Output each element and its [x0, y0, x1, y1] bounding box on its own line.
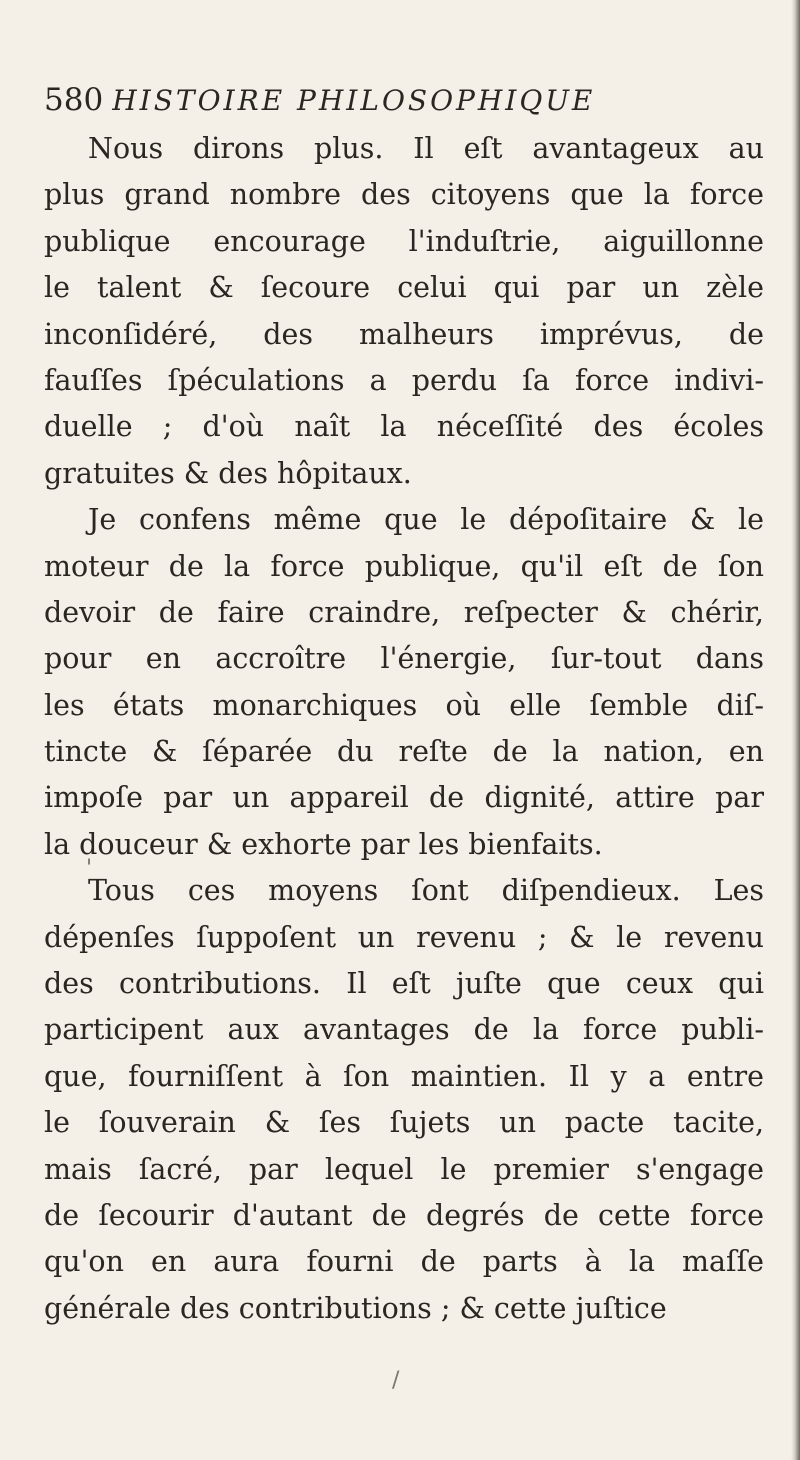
- text-line: inconſidéré, des malheurs imprévus, de: [44, 317, 764, 351]
- running-head-title: HISTOIRE PHILOSOPHIQUE: [112, 84, 596, 117]
- text-line: moteur de la force publique, qu'il eſt de ſon: [44, 549, 764, 583]
- text-line: Nous dirons plus. Il eſt avantageux au: [88, 132, 764, 165]
- text-line: plus grand nombre des citoyens que la force: [44, 178, 764, 212]
- text-line: le ſouverain & ſes ſujets un pacte tacite,: [44, 1106, 764, 1140]
- text-line: publique encourage l'induſtrie, aiguillonne: [44, 224, 764, 258]
- text-line: de ſecourir d'autant de degrés de cette force: [44, 1198, 764, 1232]
- text-line: la douceur & exhorte par les bienfaits.: [44, 827, 603, 861]
- running-head: [44, 82, 764, 128]
- text-line: que, fourniſſent à ſon maintien. Il y a entre: [44, 1059, 764, 1093]
- text-line: Je confens même que le dépoſitaire & le: [88, 503, 764, 537]
- text-line: devoir de faire craindre, reſpecter & chérir,: [44, 595, 764, 629]
- text-line: fauſſes ſpéculations a perdu ſa force indivi-: [44, 363, 764, 397]
- page-number: 580: [44, 82, 104, 118]
- text-line: Tous ces moyens ſont diſpendieux. Les: [88, 874, 764, 908]
- text-line: générale des contributions ; & cette juſtice: [44, 1291, 667, 1325]
- margin-mark: ': [86, 856, 93, 881]
- text-line: participent aux avantages de la force publi-: [44, 1013, 764, 1047]
- page-edge-shadow: [791, 0, 800, 1460]
- body-text: [44, 126, 764, 1332]
- text-line: gratuites & des hôpitaux.: [44, 456, 412, 490]
- text-line: tincte & ſéparée du reſte de la nation, en: [44, 735, 764, 769]
- text-line: pour en accroître l'énergie, ſur-tout dans: [44, 642, 764, 676]
- text-line: les états monarchiques où elle ſemble diſ-: [44, 688, 764, 722]
- text-line: duelle ; d'où naît la néceſſité des écoles: [44, 410, 764, 444]
- text-line: impoſe par un appareil de dignité, attire par: [44, 781, 764, 815]
- text-line: dépenſes ſuppoſent un revenu ; & le revenu: [44, 920, 764, 954]
- text-line: des contributions. Il eſt juſte que ceux qui: [44, 967, 764, 1001]
- text-line: mais ſacré, par lequel le premier s'engage: [44, 1152, 764, 1186]
- text-line: qu'on en aura fourni de parts à la maſſe: [44, 1245, 764, 1279]
- text-line: le talent & ſecoure celui qui par un zèle: [44, 271, 764, 305]
- margin-mark: /: [392, 1368, 400, 1393]
